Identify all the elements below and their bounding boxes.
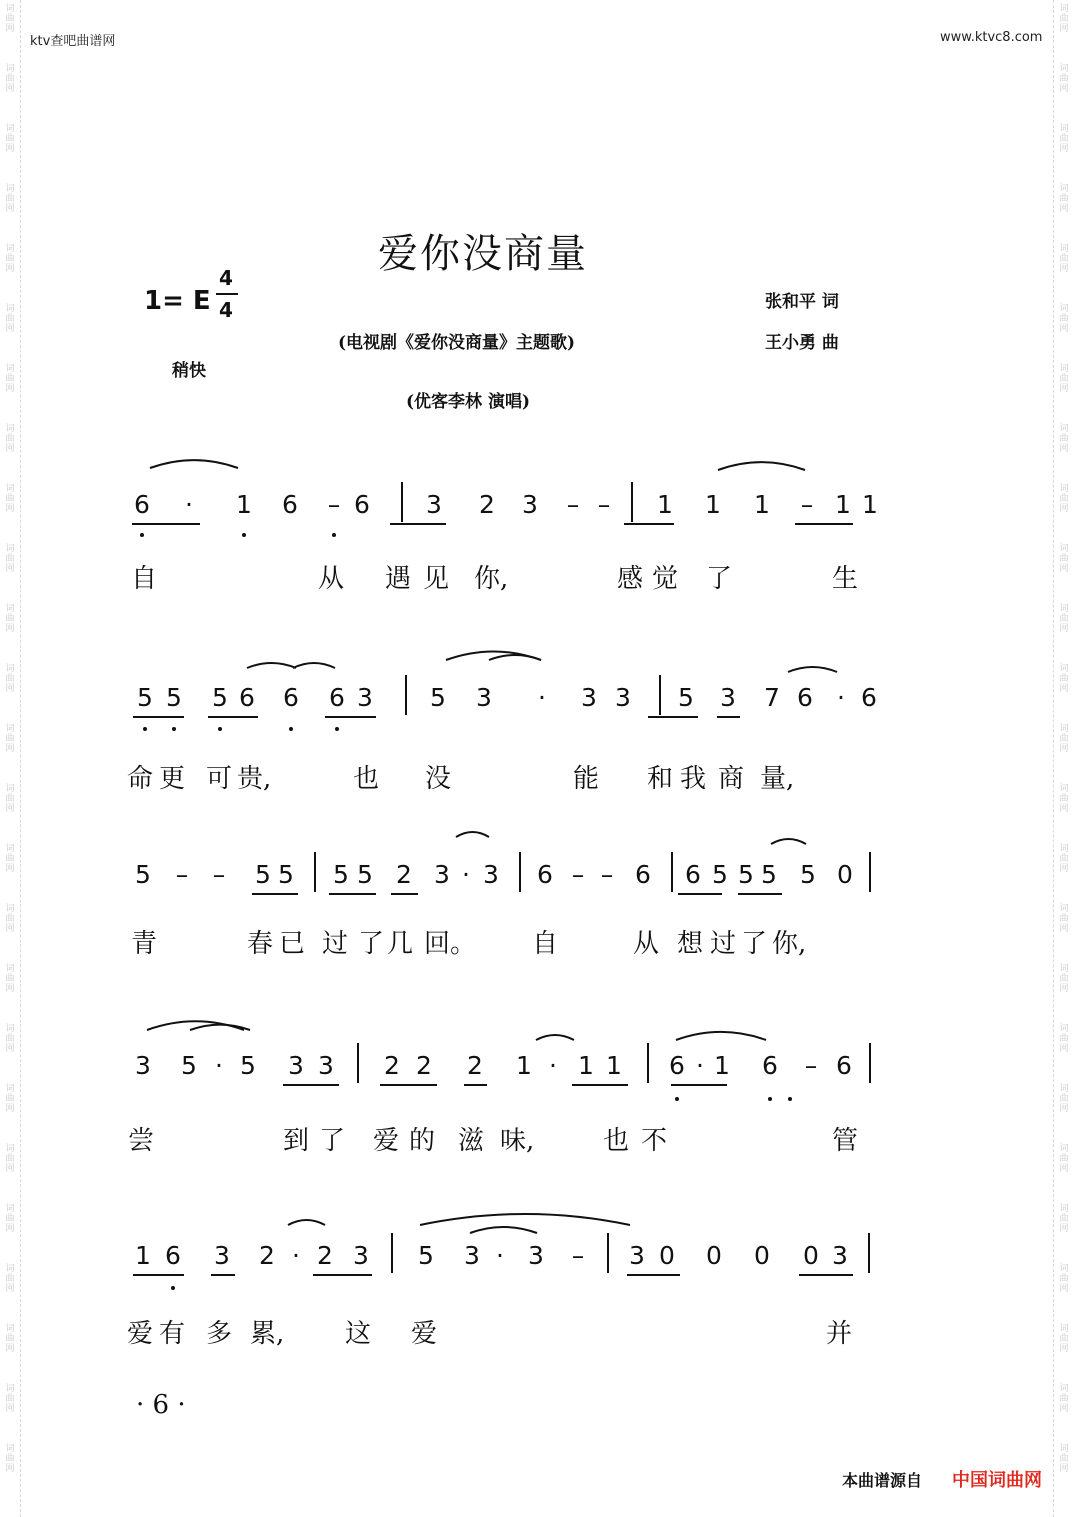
note: 6	[239, 683, 255, 712]
lyric-syllable: 命	[127, 764, 154, 794]
page-number: · 6 ·	[136, 1390, 186, 1420]
eighth-note-underline	[132, 523, 200, 525]
watermark-left: 词 曲 网	[5, 1384, 15, 1414]
watermark-right: 词 曲 网	[1059, 1144, 1069, 1174]
note: 3	[581, 683, 597, 712]
lyric-syllable: 也	[353, 764, 380, 794]
lyric-syllable: 感	[617, 564, 644, 594]
note: 6	[635, 860, 651, 889]
note: 3	[353, 1241, 369, 1270]
dash: –	[597, 490, 611, 519]
dash: –	[566, 490, 580, 519]
bar-line	[659, 675, 661, 715]
note: 6	[861, 683, 877, 712]
lyric-syllable: 你,	[474, 564, 509, 594]
note: 5	[181, 1051, 197, 1080]
lyric-syllable: 这	[345, 1319, 372, 1349]
lyric-syllable: 你,	[772, 929, 807, 959]
note: 5	[135, 860, 151, 889]
lyric-syllable: 的	[409, 1126, 436, 1156]
eighth-note-underline	[283, 1084, 339, 1086]
eighth-note-underline	[133, 1274, 184, 1276]
key-signature: 1= E	[144, 286, 211, 316]
lyric-syllable: 尝	[128, 1126, 155, 1156]
dash: –	[600, 860, 614, 889]
watermark-left: 词 曲 网	[5, 64, 15, 94]
eighth-note-underline	[208, 716, 258, 718]
note: 5	[418, 1241, 434, 1270]
eighth-note-underline	[738, 893, 782, 895]
lyric-syllable: 生	[832, 564, 859, 594]
eighth-note-underline	[624, 523, 674, 525]
note: 5	[738, 860, 754, 889]
lyric-syllable: 春	[247, 929, 274, 959]
note: 3	[615, 683, 631, 712]
watermark-right: 词 曲 网	[1059, 1324, 1069, 1354]
time-signature-top: 4	[219, 266, 233, 290]
bar-line	[631, 482, 633, 522]
slur-curve	[536, 1035, 574, 1040]
lyric-syllable: 味,	[500, 1126, 535, 1156]
slur-curve	[150, 460, 238, 468]
note: 5	[430, 683, 446, 712]
lyric-syllable: 更	[159, 764, 186, 794]
eighth-note-underline	[325, 716, 376, 718]
note: 1	[606, 1051, 622, 1080]
lyric-syllable: 有	[159, 1319, 186, 1349]
watermark-left: 词 曲 网	[5, 784, 15, 814]
footer-site-link[interactable]: 中国词曲网	[952, 1470, 1042, 1491]
slur-curve	[288, 1220, 325, 1225]
watermark-left: 词 曲 网	[5, 664, 15, 694]
slur-curve	[470, 1227, 537, 1233]
note: 1	[135, 1241, 151, 1270]
watermark-left: 词 曲 网	[5, 1144, 15, 1174]
dash: –	[175, 860, 189, 889]
watermark-left: 词 曲 网	[5, 124, 15, 154]
note: 3	[464, 1241, 480, 1270]
watermark-left: 词 曲 网	[5, 844, 15, 874]
singer-credit: (优客李林 演唱)	[406, 392, 531, 412]
note: 6	[282, 490, 298, 519]
note: 3	[318, 1051, 334, 1080]
note: 5	[357, 860, 373, 889]
time-signature-rule	[216, 293, 238, 295]
octave-dot	[289, 727, 293, 731]
bar-line	[391, 1233, 393, 1273]
lyric-syllable: 遇	[385, 564, 412, 594]
slur-curve	[420, 1214, 630, 1225]
note: 3	[357, 683, 373, 712]
note: 0	[837, 860, 853, 889]
note: 6	[762, 1051, 778, 1080]
note: 0	[659, 1241, 675, 1270]
note: 6	[329, 683, 345, 712]
note: 3	[522, 490, 538, 519]
watermark-right: 词 曲 网	[1059, 124, 1069, 154]
dash: –	[571, 860, 585, 889]
eighth-note-underline	[799, 1274, 853, 1276]
lyric-syllable: 了	[741, 929, 768, 959]
bar-line	[314, 852, 316, 892]
lyric-syllable: 贵,	[237, 764, 272, 794]
note: 6	[283, 683, 299, 712]
eighth-note-underline	[391, 893, 418, 895]
note: 3	[135, 1051, 151, 1080]
note: 6	[134, 490, 150, 519]
watermark-right: 词 曲 网	[1059, 964, 1069, 994]
bar-line	[869, 1043, 871, 1083]
note: 5	[240, 1051, 256, 1080]
note: 3	[720, 683, 736, 712]
eighth-note-underline	[795, 523, 853, 525]
watermark-right: 词 曲 网	[1059, 1384, 1069, 1414]
lyric-syllable: 觉	[652, 564, 679, 594]
lyric-syllable: 见	[423, 564, 450, 594]
dash: –	[804, 1051, 818, 1080]
dash: –	[327, 490, 341, 519]
lyric-syllable: 我	[680, 764, 707, 794]
note: 1	[714, 1051, 730, 1080]
note: 5	[137, 683, 153, 712]
augmentation-dot: ·	[549, 1051, 557, 1080]
slur-curve	[788, 667, 837, 672]
lyric-syllable: 已	[279, 929, 306, 959]
watermark-right: 词 曲 网	[1059, 1204, 1069, 1234]
slur-curve	[718, 462, 805, 470]
watermark-right: 词 曲 网	[1059, 424, 1069, 454]
note: 5	[212, 683, 228, 712]
note: 1	[835, 490, 851, 519]
eighth-note-underline	[252, 893, 298, 895]
watermark-left: 词 曲 网	[5, 4, 15, 34]
watermark-right: 词 曲 网	[1059, 364, 1069, 394]
watermark-left: 词 曲 网	[5, 1264, 15, 1294]
octave-dot	[335, 727, 339, 731]
octave-dot	[140, 533, 144, 537]
note: 6	[797, 683, 813, 712]
lyric-syllable: 滋	[458, 1126, 485, 1156]
lyric-syllable: 回。	[424, 929, 477, 959]
watermark-right: 词 曲 网	[1059, 304, 1069, 334]
note: 2	[384, 1051, 400, 1080]
watermark-left: 词 曲 网	[5, 1024, 15, 1054]
octave-dot	[172, 727, 176, 731]
tempo-marking: 稍快	[172, 361, 206, 381]
watermark-left: 词 曲 网	[5, 544, 15, 574]
eighth-note-underline	[313, 1274, 372, 1276]
augmentation-dot: ·	[837, 683, 845, 712]
note: 5	[166, 683, 182, 712]
note: 2	[479, 490, 495, 519]
lyric-syllable: 过	[322, 929, 349, 959]
dash: –	[800, 490, 814, 519]
eighth-note-underline	[572, 1084, 628, 1086]
bar-line	[357, 1043, 359, 1083]
eighth-note-underline	[648, 716, 698, 718]
augmentation-dot: ·	[696, 1051, 704, 1080]
augmentation-dot: ·	[496, 1241, 504, 1270]
lyric-syllable: 了	[319, 1126, 346, 1156]
dash: –	[212, 860, 226, 889]
note: 3	[214, 1241, 230, 1270]
watermark-right: 词 曲 网	[1059, 1084, 1069, 1114]
watermark-right: 词 曲 网	[1059, 184, 1069, 214]
note: 2	[467, 1051, 483, 1080]
lyric-syllable: 和	[647, 764, 674, 794]
slur-curve	[456, 832, 489, 837]
note: 3	[483, 860, 499, 889]
watermark-right: 词 曲 网	[1059, 1444, 1069, 1474]
bar-line	[405, 675, 407, 715]
bar-line	[607, 1233, 609, 1273]
note: 6	[537, 860, 553, 889]
slur-curve	[771, 839, 806, 844]
watermark-right: 词 曲 网	[1059, 784, 1069, 814]
octave-dot	[171, 1286, 175, 1290]
lyric-syllable: 从	[318, 564, 345, 594]
eighth-note-underline	[706, 1084, 727, 1086]
lyric-syllable: 也	[603, 1126, 630, 1156]
slur-curve	[293, 663, 335, 668]
octave-dot	[242, 533, 246, 537]
lyric-syllable: 青	[131, 929, 158, 959]
watermark-right: 词 曲 网	[1059, 4, 1069, 34]
note: 2	[259, 1241, 275, 1270]
watermark-right: 词 曲 网	[1059, 544, 1069, 574]
note: 5	[678, 683, 694, 712]
note: 3	[426, 490, 442, 519]
bar-line	[869, 852, 871, 892]
watermark-left: 词 曲 网	[5, 244, 15, 274]
eighth-note-underline	[390, 523, 446, 525]
lyric-syllable: 累,	[250, 1319, 285, 1349]
note: 1	[705, 490, 721, 519]
note: 0	[803, 1241, 819, 1270]
eighth-note-underline	[329, 893, 376, 895]
watermark-right: 词 曲 网	[1059, 724, 1069, 754]
lyricist-credit: 张和平 词	[765, 292, 839, 312]
lyric-syllable: 爱	[411, 1319, 438, 1349]
note: 1	[657, 490, 673, 519]
header-site-left: ktv查吧曲谱网	[30, 34, 116, 49]
bar-line	[868, 1233, 870, 1273]
slur	[0, 0, 1, 1]
footer-source-label: 本曲谱源自	[842, 1471, 923, 1490]
header-site-right: www.ktvc8.com	[940, 30, 1043, 45]
note: 3	[434, 860, 450, 889]
note: 2	[416, 1051, 432, 1080]
time-signature-bottom: 4	[219, 298, 233, 322]
lyric-syllable: 几	[387, 929, 414, 959]
augmentation-dot: ·	[292, 1241, 300, 1270]
note: 3	[528, 1241, 544, 1270]
octave-dot	[675, 1097, 679, 1101]
watermark-right: 词 曲 网	[1059, 1024, 1069, 1054]
lyric-syllable: 想	[677, 929, 704, 959]
augmentation-dot: ·	[185, 490, 193, 519]
watermark-right: 词 曲 网	[1059, 604, 1069, 634]
eighth-note-underline	[133, 716, 184, 718]
note: 6	[836, 1051, 852, 1080]
note: 5	[800, 860, 816, 889]
octave-dot	[332, 533, 336, 537]
lyric-syllable: 了	[358, 929, 385, 959]
bar-line	[647, 1043, 649, 1083]
lyric-syllable: 过	[710, 929, 737, 959]
lyric-syllable: 可	[206, 764, 233, 794]
slur-curve	[676, 1032, 766, 1040]
note: 1	[236, 490, 252, 519]
watermark-left: 词 曲 网	[5, 904, 15, 934]
lyric-syllable: 不	[641, 1126, 668, 1156]
octave-dot	[143, 727, 147, 731]
augmentation-dot: ·	[215, 1051, 223, 1080]
slur-curve	[489, 655, 541, 660]
lyric-syllable: 到	[283, 1126, 310, 1156]
watermark-right: 词 曲 网	[1059, 904, 1069, 934]
watermark-left: 词 曲 网	[5, 724, 15, 754]
note: 5	[761, 860, 777, 889]
octave-dot	[768, 1097, 772, 1101]
note: 6	[354, 490, 370, 519]
lyric-syllable: 多	[206, 1319, 233, 1349]
composer-credit: 王小勇 曲	[765, 333, 839, 353]
watermark-left: 词 曲 网	[5, 484, 15, 514]
watermark-right: 词 曲 网	[1059, 64, 1069, 94]
note: 1	[862, 490, 878, 519]
note: 3	[832, 1241, 848, 1270]
watermark-left: 词 曲 网	[5, 604, 15, 634]
note: 3	[476, 683, 492, 712]
note: 0	[706, 1241, 722, 1270]
watermark-right: 词 曲 网	[1059, 244, 1069, 274]
note: 3	[288, 1051, 304, 1080]
note: 1	[754, 490, 770, 519]
watermark-left: 词 曲 网	[5, 364, 15, 394]
lyric-syllable: 商	[718, 764, 745, 794]
octave-dot	[218, 727, 222, 731]
bar-line	[671, 852, 673, 892]
eighth-note-underline	[464, 1084, 487, 1086]
note: 7	[764, 683, 780, 712]
note: 1	[578, 1051, 594, 1080]
watermark-left: 词 曲 网	[5, 1084, 15, 1114]
note: 3	[629, 1241, 645, 1270]
watermark-right: 词 曲 网	[1059, 844, 1069, 874]
lyric-syllable: 管	[832, 1126, 859, 1156]
lyric-syllable: 量,	[760, 764, 795, 794]
watermark-left: 词 曲 网	[5, 424, 15, 454]
note: 2	[317, 1241, 333, 1270]
lyric-syllable: 自	[532, 929, 559, 959]
note: 1	[516, 1051, 532, 1080]
eighth-note-underline	[211, 1274, 235, 1276]
lyric-syllable: 自	[131, 564, 158, 594]
watermark-right: 词 曲 网	[1059, 484, 1069, 514]
note: 5	[255, 860, 271, 889]
lyric-syllable: 没	[425, 764, 452, 794]
watermark-right: 词 曲 网	[1059, 1264, 1069, 1294]
note: 5	[712, 860, 728, 889]
note: 6	[165, 1241, 181, 1270]
eighth-note-underline	[627, 1274, 680, 1276]
song-title: 爱你没商量	[378, 231, 588, 277]
watermark-left: 词 曲 网	[5, 964, 15, 994]
watermark-left: 词 曲 网	[5, 304, 15, 334]
lyric-syllable: 从	[633, 929, 660, 959]
lyric-syllable: 爱	[373, 1126, 400, 1156]
eighth-note-underline	[717, 716, 740, 718]
watermark-right: 词 曲 网	[1059, 664, 1069, 694]
watermark-left: 词 曲 网	[5, 1324, 15, 1354]
eighth-note-underline	[678, 893, 722, 895]
lyric-syllable: 并	[826, 1319, 853, 1349]
subtitle: (电视剧《爱你没商量》主题歌)	[338, 333, 576, 353]
octave-dot	[788, 1097, 792, 1101]
eighth-note-underline	[380, 1084, 437, 1086]
watermark-left: 词 曲 网	[5, 1204, 15, 1234]
bar-line	[401, 482, 403, 522]
slur-curve	[247, 663, 296, 668]
watermark-left: 词 曲 网	[5, 184, 15, 214]
lyric-syllable: 能	[573, 764, 600, 794]
watermark-left: 词 曲 网	[5, 1444, 15, 1474]
note: 0	[754, 1241, 770, 1270]
note: 5	[333, 860, 349, 889]
lyric-syllable: 了	[706, 564, 733, 594]
note: 2	[396, 860, 412, 889]
lyric-syllable: 爱	[127, 1319, 154, 1349]
note: 6	[669, 1051, 685, 1080]
dash: –	[571, 1241, 585, 1270]
augmentation-dot: ·	[462, 860, 470, 889]
bar-line	[519, 852, 521, 892]
note: 6	[685, 860, 701, 889]
note: 5	[278, 860, 294, 889]
augmentation-dot: ·	[538, 683, 546, 712]
